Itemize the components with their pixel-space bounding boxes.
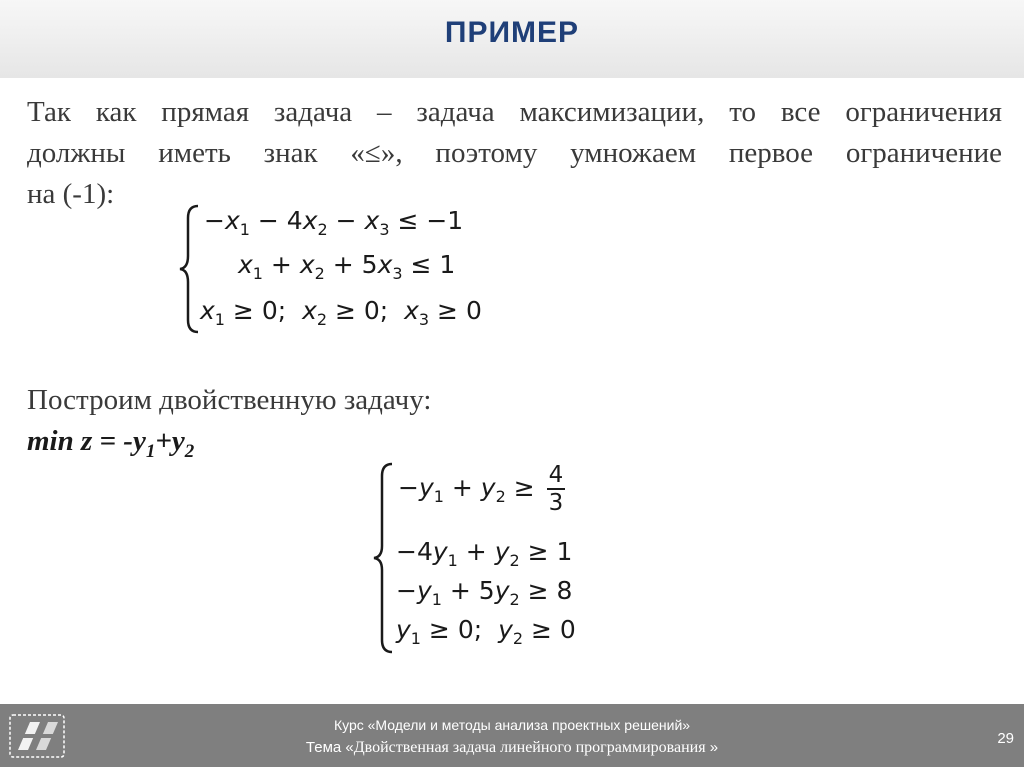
dual-constraint-system — [372, 462, 632, 654]
left-brace-icon — [372, 462, 394, 654]
title-bar — [0, 0, 1024, 78]
footer-topic-prefix: Тема « — [305, 739, 354, 756]
primal-constraint-system — [178, 204, 578, 334]
dual-constraint-2: $-4y_1 + y_2 \ge 1$ — [396, 537, 573, 570]
footer — [0, 704, 1024, 767]
intro-paragraph — [27, 92, 1002, 215]
intro-line: должны иметь знак «≤», поэтому умножаем первое ограничение — [27, 137, 1002, 169]
dual-intro: Построим двойственную задачу: — [27, 384, 432, 416]
page-number: 29 — [997, 730, 1014, 747]
intro-line: Так как прямая задача – задача максимизации, то все ограничения — [27, 96, 1002, 128]
dual-constraint-1: $-y_1 + y_2$ ≥ $\frac{4}{3}$ — [398, 462, 564, 516]
footer-topic — [0, 739, 1024, 757]
primal-constraint-2: $x_1 + x_2 + 5x_3 \le 1$ — [238, 250, 456, 283]
objective-function: $\min z = -y_1+y_2$ — [27, 425, 195, 462]
primal-constraint-1: $-x_1 - 4x_2 - x_3 \le -1$ — [204, 206, 464, 239]
footer-topic-suffix: » — [705, 739, 719, 756]
left-brace-icon — [178, 204, 200, 334]
fraction-numerator: 4 — [548, 462, 564, 488]
dual-nonnegativity: $y_1 \ge 0$; $y_2 \ge 0$ — [396, 615, 576, 648]
fraction-denominator: 3 — [548, 490, 564, 516]
intro-line: на (-1): — [27, 178, 115, 210]
fraction — [547, 462, 566, 516]
dual-constraint-3: $-y_1 + 5y_2 \ge 8$ — [396, 576, 573, 609]
footer-topic-title: Двойственная задача линейного программирования — [353, 739, 706, 756]
footer-course: Курс «Модели и методы анализа проектных решений» — [333, 717, 691, 733]
primal-nonnegativity: $x_1 \ge 0$; $x_2 \ge 0$; $x_3 \ge 0$ — [200, 296, 482, 329]
slide-title: ПРИМЕР — [444, 16, 580, 49]
